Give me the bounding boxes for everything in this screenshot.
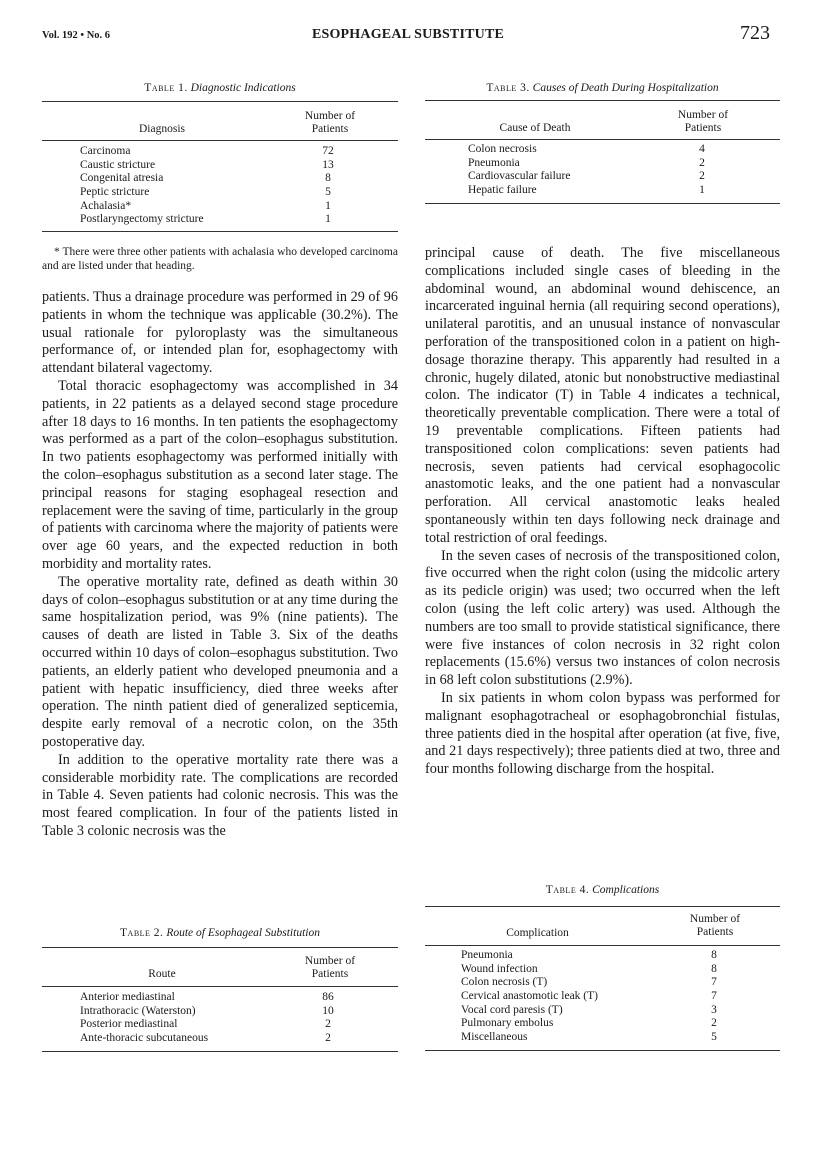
table-row: Intrathoracic (Waterston) 10 <box>80 1004 334 1017</box>
paragraph: The operative mortality rate, defined as death within 30 days of colon–esophagus substitution or at any time during the same hospitalization period, was 9% (nine patients). The causes of death are listed in Table 3. Six of the deaths occurred within 10 days of colon–esophagus substitution. Two patients, an elderly patient who developed pneumonia and a patient with hepatic insufficiency, died three weeks after operation. The ninth patient died of generalized septicemia, despite early removal of a necrotic colon, on the 35th postoperative day. <box>42 573 398 750</box>
table4-col2-header: Number of Patients <box>689 913 741 938</box>
running-title: ESOPHAGEAL SUBSTITUTE <box>311 27 505 42</box>
left-column-text <box>42 289 398 841</box>
table4-body <box>425 946 780 1050</box>
table-row: Miscellaneous 5 <box>461 1031 717 1044</box>
table-row: Peptic stricture 5 <box>80 186 331 199</box>
paragraph: In six patients in whom colon bypass was performed for malignant esophagotracheal or esophagobronchial fistulas, three patients died in the hospital after operation (at five, five, and 21 days respectively); three patients died at two, three and four months following discharge from the hospital. <box>425 689 780 778</box>
table4-bottom-rule <box>425 1050 780 1051</box>
table-row: Carcinoma 72 <box>80 145 334 157</box>
table1-bottom-rule <box>42 231 398 232</box>
paragraph: patients. Thus a drainage procedure was performed in 29 of 96 patients in whom the technique was applicable (30.2%). The usual rationale for pyloroplasty was the simultaneous performance of, or intended plan for, esophagectomy with attendant bilateral vagectomy. <box>42 289 398 377</box>
table-row: Pulmonary embolus 2 <box>461 1017 717 1030</box>
table3-col2-header: Number of Patients <box>677 109 729 134</box>
table3 <box>425 100 780 204</box>
table4-col1-header: Complication <box>506 927 569 939</box>
table-row: Postlaryngectomy stricture 1 <box>80 213 331 226</box>
table2-col1-header: Route <box>148 968 176 980</box>
table3-header <box>425 101 780 139</box>
table1-body <box>42 141 398 231</box>
table3-body <box>425 140 780 203</box>
table3-bottom-rule <box>425 203 780 204</box>
table2-label: Table 2. <box>120 927 164 939</box>
table2-header <box>42 948 398 986</box>
table2-bottom-rule <box>42 1051 398 1052</box>
table1-label: Table 1. <box>144 82 188 94</box>
table4-title: Complications <box>592 884 660 896</box>
table-row: Anterior mediastinal 86 <box>80 991 334 1003</box>
table-row: Pneumonia 8 <box>461 949 717 961</box>
table-row: Colon necrosis 4 <box>468 143 705 155</box>
table-row: Pneumonia 2 <box>468 156 705 169</box>
table4-caption <box>425 884 780 896</box>
page-number: 723 <box>740 22 770 44</box>
table1-footnote: * There were three other patients with achalasia who developed carcinoma and are listed under that heading. <box>42 246 398 272</box>
table3-col1-header: Cause of Death <box>499 122 571 134</box>
table-row: Caustic stricture 13 <box>80 158 334 171</box>
table1-title: Diagnostic Indications <box>190 82 296 94</box>
table2 <box>42 947 398 1052</box>
table-row: Congenital atresia 8 <box>80 172 331 185</box>
table1 <box>42 101 398 232</box>
table4-label: Table 4. <box>545 884 590 896</box>
table2-body <box>42 987 398 1051</box>
volume-issue: Vol. 192 • No. 6 <box>42 30 111 41</box>
table2-col2-header: Number of Patients <box>304 955 356 980</box>
right-column-text <box>425 245 780 779</box>
table-row: Vocal cord paresis (T) 3 <box>461 1003 717 1016</box>
table-row: Wound infection 8 <box>461 962 717 975</box>
paragraph: principal cause of death. The five miscellaneous complications included single cases of bleeding in the abdominal wound, an abdominal wound dehiscence, an incarcerated inguinal hernia (all requiring second operations), unilateral parotitis, and an unusual instance of nonvascular perforation of the transpositioned colon in a patient on high-dosage thorazine therapy. This apparently had resulted in a chronic, hugely dilated, atonic but nonobstructive mediastinal colon. The indicator (T) in Table 4 indicates a technical, theoretically preventable complication. There were a total of 19 preventable complications. Fifteen patients had transpositioned colon complications: seven patients had necrosis, seven patients had cervical esophagocolic anastomotic leaks, and the one patient had a nonvascular perforation. All cervical anastomotic leaks healed spontaneously within ten days following neck drainage and total restriction of oral feedings. <box>425 245 780 546</box>
table1-col1-header: Diagnosis <box>139 123 185 135</box>
table-row: Cervical anastomotic leak (T) 7 <box>461 990 717 1003</box>
table2-title: Route of Esophageal Substitution <box>166 927 320 939</box>
table-row: Colon necrosis (T) 7 <box>461 976 717 989</box>
paragraph: Total thoracic esophagectomy was accomplished in 34 patients, in 22 patients as a delayed second stage procedure after 18 days to 16 months. In ten patients the esophagectomy was performed as a part of the colon–esophagus substitution. In two patients esophagectomy was performed initially with the colon–esophagus substitution as a second later stage. The principal reasons for staging esophageal resection and replacement were the saving of time, particularly in the group of patients with carcinoma where the majority of patients were over age 60 years, and the expected reduction in both morbidity and mortality rates. <box>42 377 398 572</box>
table1-caption <box>42 82 398 94</box>
table-row: Hepatic failure 1 <box>468 184 705 197</box>
table3-label: Table 3. <box>486 82 530 94</box>
paragraph: In addition to the operative mortality rate there was a considerable morbidity rate. The complications are recorded in Table 4. Seven patients had colonic necrosis. This was the most feared complication. In four of the patients listed in Table 3 colonic necrosis was the <box>42 751 398 839</box>
table-row: Cardiovascular failure 2 <box>468 170 705 183</box>
table4-header <box>425 907 780 945</box>
table-row: Posterior mediastinal 2 <box>80 1018 331 1031</box>
table-row: Ante-thoracic subcutaneous 2 <box>80 1032 331 1045</box>
table1-header <box>42 102 398 140</box>
paragraph: In the seven cases of necrosis of the transpositioned colon, five occurred when the right colon (using the midcolic artery as its pedicle origin) was used; two occurred when the left colon (using the left colic artery) was used. Although the numbers are too small to provide statistical significance, there were five instances of colon necrosis in 32 right colon replacements (15.6%) versus two instances of colon necrosis in 68 left colon substitutions (2.9%). <box>425 547 780 689</box>
table1-col2-header: Number of Patients <box>304 110 356 135</box>
table2-caption <box>42 927 398 939</box>
table3-caption <box>425 82 780 94</box>
table3-title: Causes of Death During Hospitalization <box>532 82 719 94</box>
table4 <box>425 906 780 1051</box>
table-row: Achalasia* 1 <box>80 199 331 212</box>
